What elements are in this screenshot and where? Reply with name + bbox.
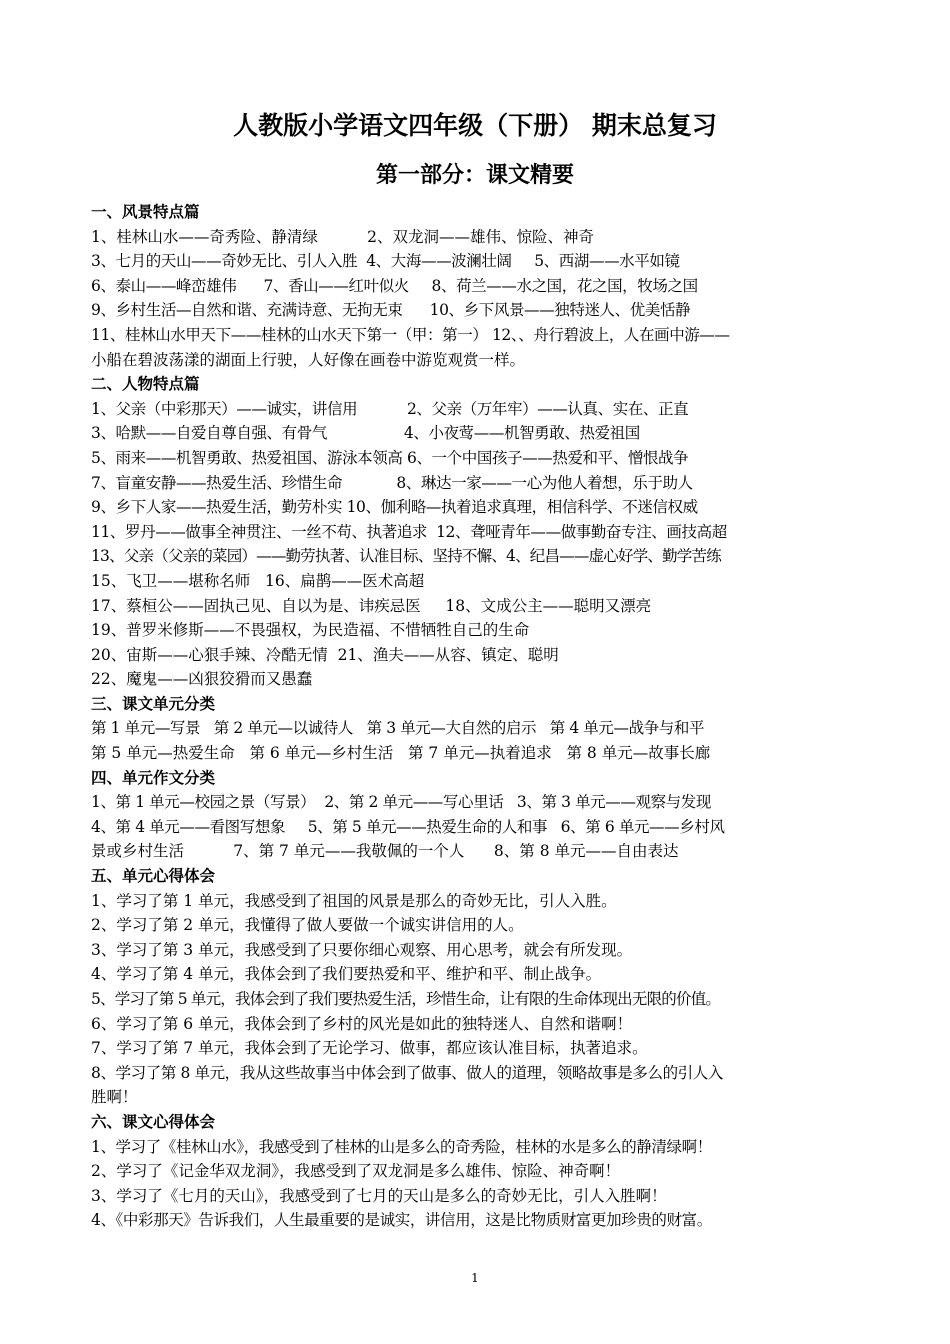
text-line: 7、学习了第 7 单元，我体会到了无论学习、做事，都应该认准目标，执著追求。	[91, 1039, 648, 1058]
text-line: 2、学习了《记金华双龙洞》，我感受到了双龙洞是多么雄伟、惊险、神奇啊！	[91, 1162, 621, 1181]
section-composition-categories	[91, 766, 871, 864]
text-line: 5、学习了第 5 单元，我体会到了我们要热爱生活，珍惜生命，让有限的生命体现出无限的价值。	[91, 990, 721, 1008]
text-line: 4、第 4 单元——看图写想象 5、第 5 单元——热爱生命的人和事 6、第 6 单元——乡村风	[91, 817, 725, 836]
text-line: 6、泰山——峰峦雄伟 7、香山——红叶似火 8、荷兰——水之国，花之国，牧场之国	[91, 276, 698, 295]
text-line: 1、父亲（中彩那天）——诚实，讲信用 2、父亲（万年牢）——认真、实在、正直	[91, 399, 689, 418]
text-line: 6、学习了第 6 单元，我体会到了乡村的风光是如此的独特迷人、自然和谐啊！	[91, 1014, 633, 1033]
text-line: 第 1 单元—写景 第 2 单元—以诚待人 第 3 单元—大自然的启示 第 4 单元—战争与和平	[91, 719, 705, 738]
text-line: 17、蔡桓公——固执己见、自以为是、讳疾忌医 18、文成公主——聪明又漂亮	[91, 596, 652, 615]
text-line: 15、飞卫——堪称名师 16、扁鹊——医术高超	[91, 571, 425, 590]
document-title: 人教版小学语文四年级（下册） 期末总复习	[233, 111, 717, 140]
section-characters	[91, 372, 871, 692]
text-line: 22、魔鬼——凶狠狡猾而又愚蠢	[91, 670, 313, 689]
text-line: 第 5 单元—热爱生命 第 6 单元—乡村生活 第 7 单元—执着追求 第 8 单元—故事长廊	[91, 744, 711, 763]
text-line: 20、宙斯——心狠手辣、冷酷无情 21、渔夫——从容、镇定、聪明	[91, 645, 559, 664]
section-unit-reflections	[91, 864, 871, 1110]
text-line: 3、哈默——自爱自尊自强、有骨气 4、小夜莺——机智勇敢、热爱祖国	[91, 424, 640, 443]
text-line: 景或乡村生活 7、第 7 单元——我敬佩的一个人 8、第 8 单元——自由表达	[91, 842, 679, 861]
text-line: 3、七月的天山——奇妙无比、引人入胜 4、大海——波澜壮阔 5、西湖——水平如镜	[91, 252, 680, 271]
text-line: 11、桂林山水甲天下——桂林的山水天下第一（甲：第一） 12、、舟行碧波上，人在画中游——	[91, 325, 730, 344]
section-unit-categories	[91, 692, 871, 766]
text-line: 1、桂林山水——奇秀险、静清绿 2、双龙洞——雄伟、惊险、神奇	[91, 227, 594, 246]
section-heading: 五、单元心得体会	[91, 866, 216, 886]
section-heading: 四、单元作文分类	[91, 767, 216, 787]
text-line: 7、盲童安静——热爱生活、珍惜生命 8、琳达一家——一心为他人着想，乐于助人	[91, 473, 693, 492]
section-lesson-reflections	[91, 1110, 871, 1233]
text-line: 1、学习了第 1 单元，我感受到了祖国的风景是那么的奇妙无比，引人入胜。	[91, 891, 617, 910]
text-line: 2、学习了第 2 单元，我懂得了做人要做一个诚实讲信用的人。	[91, 916, 524, 935]
text-line: 1、学习了《桂林山水》，我感受到了桂林的山是多么的奇秀险，桂林的水是多么的静清绿啊！	[91, 1137, 712, 1156]
section-heading: 三、课文单元分类	[91, 693, 216, 713]
text-line: 小船在碧波荡漾的湖面上行驶，人好像在画卷中游览观赏一样。	[91, 350, 526, 369]
text-line: 胜啊！	[91, 1088, 138, 1107]
section-heading: 二、人物特点篇	[91, 374, 200, 394]
section-scenery	[91, 200, 871, 372]
text-line: 3、学习了《七月的天山》，我感受到了七月的天山是多么的奇妙无比，引人入胜啊！	[91, 1186, 667, 1205]
text-line: 13、父亲（父亲的菜园）——勤劳执著、认准目标、坚持不懈、4、纪昌——虚心好学、勤学苦练	[91, 547, 721, 566]
section-heading: 六、课文心得体会	[91, 1111, 216, 1131]
section-heading: 一、风景特点篇	[91, 202, 200, 221]
text-line: 9、乡下人家——热爱生活，勤劳朴实 10、伽利略—执着追求真理，相信科学、不迷信权威	[91, 498, 698, 517]
part-title: 第一部分：课文精要	[375, 162, 574, 188]
text-line: 8、学习了第 8 单元，我从这些故事当中体会到了做事、做人的道理，领略故事是多么的引人入	[91, 1063, 723, 1082]
text-line: 4、学习了第 4 单元，我体会到了我们要热爱和平、维护和平、制止战争。	[91, 965, 602, 984]
document-body	[91, 200, 871, 1233]
text-line: 11、罗丹——做事全神贯注、一丝不苟、执著追求 12、聋哑青年——做事勤奋专注、画技高超	[91, 522, 727, 541]
text-line: 19、普罗米修斯——不畏强权，为民造福、不惜牺牲自己的生命	[91, 621, 530, 640]
page-number: 1	[471, 1271, 479, 1285]
text-line: 4、《中彩那天》告诉我们，人生最重要的是诚实，讲信用，这是比物质财富更加珍贵的财富。	[91, 1211, 712, 1230]
text-line: 1、第 1 单元—校园之景（写景） 2、第 2 单元——写心里话 3、第 3 单元——观察与发现	[91, 793, 711, 812]
text-line: 9、乡村生活—自然和谐、充满诗意、无拘无束 10、乡下风景——独特迷人、优美恬静	[91, 301, 691, 320]
text-line: 3、学习了第 3 单元，我感受到了只要你细心观察、用心思考，就会有所发现。	[91, 940, 633, 959]
text-line: 5、雨来——机智勇敢、热爱祖国、游泳本领高 6、一个中国孩子——热爱和平、憎恨战争	[91, 448, 689, 467]
